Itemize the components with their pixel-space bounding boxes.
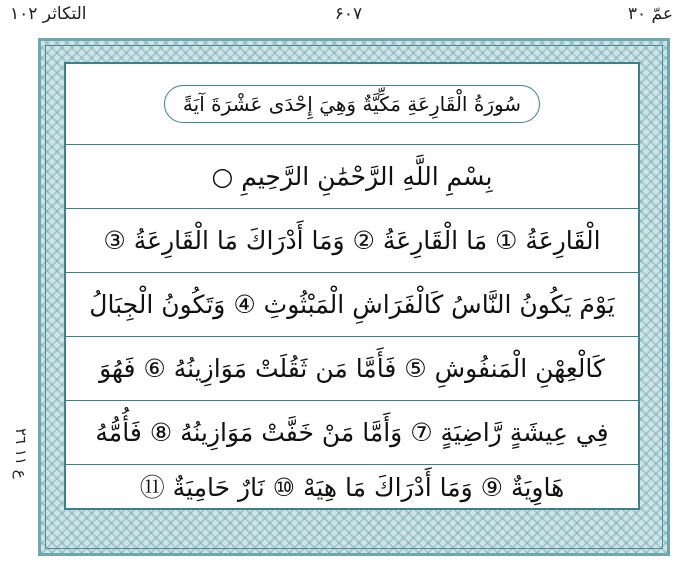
text-line-3: يَوْمَ يَكُونُ النَّاسُ كَالْفَرَاشِ الْمَبْثُوثِ ④ وَتَكُونُ الْجِبَالُ bbox=[66, 272, 638, 337]
page-text-area bbox=[64, 62, 640, 510]
surah-header-panel bbox=[66, 64, 638, 145]
page-number: ۶۰۷ bbox=[334, 4, 363, 24]
page-header-previous-surah: التكاثر ۱۰۲ bbox=[10, 4, 87, 24]
text-line-4: كَالْعِهْنِ الْمَنفُوشِ ⑤ فَأَمَّا مَن ثَقُلَتْ مَوَازِينُهُ ⑥ فَهُوَ bbox=[66, 336, 638, 401]
surah-title: سُورَةُ الْقَارِعَةِ مَكِّيَّةٌ وَهِيَ إِحْدَى عَشْرَةَ آيَةً bbox=[164, 85, 540, 123]
text-line-1: بِسْمِ اللَّهِ الرَّحْمَٰنِ الرَّحِيمِ ○ bbox=[66, 144, 638, 209]
text-line-5: فِي عِيشَةٍ رَّاضِيَةٍ ⑦ وَأَمَّا مَنْ خَفَّتْ مَوَازِينُهُ ⑧ فَأُمُّهُ bbox=[66, 400, 638, 465]
page-header-juz: عمّ ۳۰ bbox=[627, 4, 673, 24]
text-line-2: الْقَارِعَةُ ① مَا الْقَارِعَةُ ② وَمَا أَدْرَاكَ مَا الْقَارِعَةُ ③ bbox=[66, 208, 638, 273]
margin-ruku-marker: ع ١١ ٢٦ bbox=[12, 428, 30, 479]
text-line-6: هَاوِيَةٌ ⑨ وَمَا أَدْرَاكَ مَا هِيَهْ ⑩ نَارٌ حَامِيَةٌ ⑪ bbox=[139, 473, 565, 502]
